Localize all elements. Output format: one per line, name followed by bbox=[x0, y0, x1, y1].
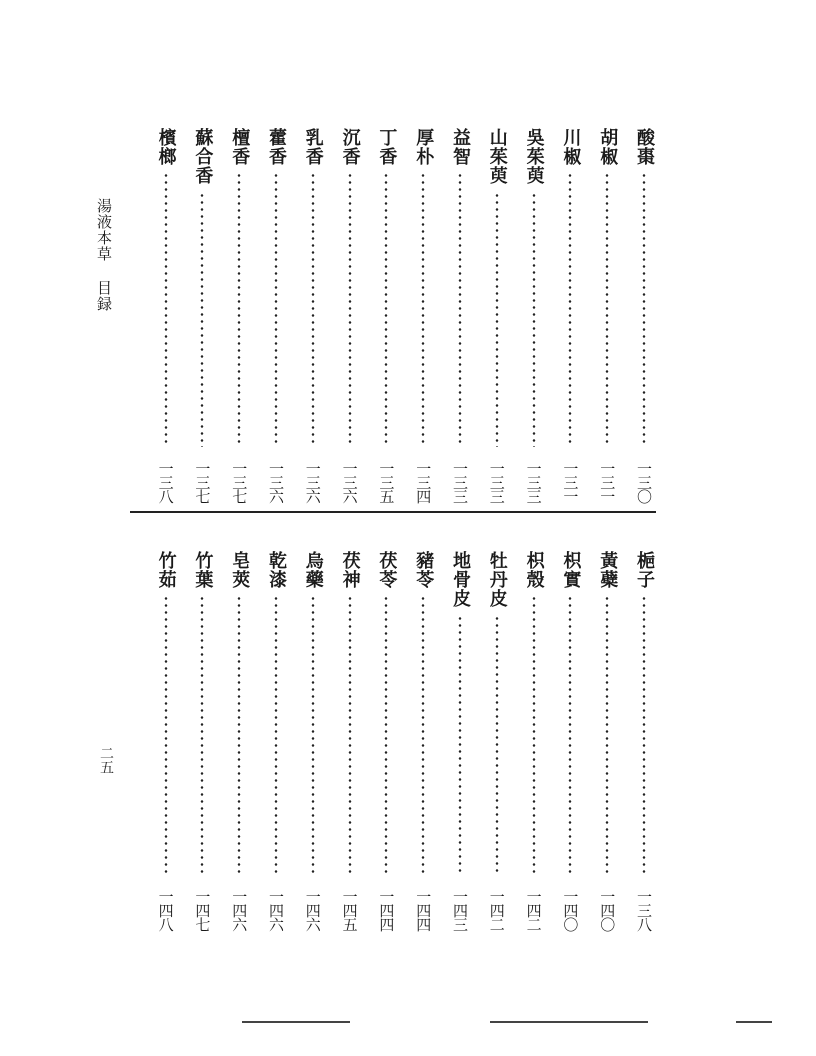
dot-leader bbox=[532, 192, 536, 447]
dot-leader bbox=[642, 595, 646, 875]
running-header-section: 目録 bbox=[95, 280, 113, 312]
toc-entry bbox=[266, 128, 286, 503]
toc-entry-name: 牡丹皮 bbox=[486, 551, 508, 608]
toc-entry bbox=[560, 128, 580, 503]
toc-entry bbox=[413, 551, 433, 931]
toc-entry-page: 一四六 bbox=[303, 889, 322, 931]
dot-leader bbox=[237, 595, 241, 875]
page-number: 二五 bbox=[98, 746, 114, 774]
toc-entry-page: 一三〇 bbox=[635, 461, 653, 503]
toc-entry-name: 地骨皮 bbox=[450, 551, 471, 608]
toc-entry bbox=[376, 128, 396, 503]
toc-entry-page: 一三七 bbox=[193, 461, 212, 503]
toc-entry bbox=[450, 551, 470, 931]
toc-entry-page: 一三八 bbox=[635, 889, 653, 931]
dot-leader bbox=[384, 595, 388, 875]
toc-entry bbox=[524, 551, 544, 931]
toc-entry bbox=[413, 128, 433, 503]
toc-entry-name: 乳香 bbox=[302, 128, 324, 166]
toc-entry-name: 檀香 bbox=[229, 128, 251, 166]
toc-entry bbox=[192, 128, 212, 503]
dot-leader bbox=[495, 615, 499, 875]
toc-entry-page: 一三七 bbox=[230, 461, 249, 503]
toc-entry-page: 一三三 bbox=[487, 461, 506, 503]
toc-entry-name: 檳榔 bbox=[155, 128, 177, 166]
contents-block-top bbox=[130, 128, 656, 503]
toc-entry-name: 吳茱萸 bbox=[523, 128, 545, 185]
dot-leader bbox=[274, 595, 278, 875]
toc-entry-page: 一四二 bbox=[487, 889, 506, 931]
toc-entry-name: 酸棗 bbox=[634, 128, 655, 166]
toc-entry bbox=[192, 551, 212, 931]
toc-entry-name: 豬苓 bbox=[413, 551, 435, 589]
toc-entry bbox=[524, 128, 544, 503]
toc-entry bbox=[156, 551, 176, 931]
toc-entry-name: 枳實 bbox=[560, 551, 582, 589]
dot-leader bbox=[605, 172, 609, 447]
dot-leader bbox=[164, 595, 168, 875]
dot-leader bbox=[642, 172, 646, 447]
dot-leader bbox=[384, 172, 388, 447]
toc-entry bbox=[229, 128, 249, 503]
toc-entry bbox=[597, 551, 617, 931]
toc-entry-page: 一三三 bbox=[524, 461, 543, 503]
dot-leader bbox=[348, 595, 352, 875]
toc-entry-page: 一四〇 bbox=[561, 889, 580, 931]
dot-leader bbox=[568, 595, 572, 875]
toc-entry bbox=[340, 551, 360, 931]
dot-leader bbox=[568, 172, 572, 447]
toc-entry bbox=[156, 128, 176, 503]
toc-entry-name: 藿香 bbox=[266, 128, 287, 166]
toc-entry-page: 一四六 bbox=[267, 889, 285, 931]
contents-block-bottom bbox=[130, 551, 656, 931]
dot-leader bbox=[458, 615, 462, 875]
toc-entry bbox=[303, 551, 323, 931]
dot-leader bbox=[421, 172, 425, 447]
toc-entry-name: 枳殼 bbox=[523, 551, 545, 589]
toc-entry bbox=[340, 128, 360, 503]
toc-entry-page: 一四七 bbox=[193, 889, 212, 931]
toc-entry bbox=[229, 551, 249, 931]
dot-leader bbox=[458, 172, 462, 447]
toc-entry-page: 一三五 bbox=[377, 461, 396, 503]
toc-entry-page: 一四四 bbox=[377, 889, 396, 931]
toc-entry-name: 胡椒 bbox=[597, 128, 619, 166]
dot-leader bbox=[421, 595, 425, 875]
dot-leader bbox=[495, 192, 499, 447]
dot-leader bbox=[164, 172, 168, 447]
toc-entry-page: 一三四 bbox=[414, 461, 433, 503]
toc-entry-name: 丁香 bbox=[376, 128, 398, 166]
toc-entry-name: 川椒 bbox=[560, 128, 582, 166]
toc-entry-name: 厚朴 bbox=[413, 128, 435, 166]
toc-entry-page: 一四〇 bbox=[598, 889, 617, 931]
toc-entry-page: 一三三 bbox=[451, 461, 469, 503]
toc-entry bbox=[597, 128, 617, 503]
toc-entry-name: 茯苓 bbox=[376, 551, 398, 589]
toc-entry bbox=[450, 128, 470, 503]
toc-entry-page: 一四二 bbox=[524, 889, 543, 931]
dot-leader bbox=[200, 595, 204, 875]
dot-leader bbox=[237, 172, 241, 447]
dot-leader bbox=[311, 172, 315, 447]
toc-entry-page: 一三一 bbox=[561, 461, 580, 503]
toc-entry-name: 山茱萸 bbox=[486, 128, 508, 185]
toc-entry bbox=[487, 551, 507, 931]
toc-entry-name: 乾漆 bbox=[266, 551, 287, 589]
toc-entry-page: 一四六 bbox=[230, 889, 249, 931]
dot-leader bbox=[532, 595, 536, 875]
dot-leader bbox=[348, 172, 352, 447]
toc-entry-page: 一三六 bbox=[267, 461, 285, 503]
toc-entry-name: 茯神 bbox=[339, 551, 361, 589]
toc-entry-name: 烏藥 bbox=[302, 551, 324, 589]
toc-entry-page: 一四三 bbox=[451, 889, 469, 931]
running-header-title: 湯液本草 bbox=[95, 198, 113, 262]
toc-entry bbox=[634, 551, 654, 931]
toc-entry-name: 竹茹 bbox=[155, 551, 177, 589]
toc-entry-name: 梔子 bbox=[634, 551, 655, 589]
toc-entry-name: 黃蘗 bbox=[597, 551, 619, 589]
footer-rule bbox=[736, 1021, 772, 1023]
toc-entry bbox=[487, 128, 507, 503]
dot-leader bbox=[200, 192, 204, 447]
toc-entry-page: 一四五 bbox=[340, 889, 359, 931]
toc-entry-name: 蘇合香 bbox=[192, 128, 214, 185]
footer-rule bbox=[490, 1021, 648, 1023]
dot-leader bbox=[311, 595, 315, 875]
toc-entry bbox=[376, 551, 396, 931]
toc-entry bbox=[303, 128, 323, 503]
dot-leader bbox=[274, 172, 278, 447]
dot-leader bbox=[605, 595, 609, 875]
toc-entry-name: 竹葉 bbox=[192, 551, 214, 589]
toc-entry bbox=[634, 128, 654, 503]
footer-rule bbox=[242, 1021, 350, 1023]
toc-entry-name: 益智 bbox=[450, 128, 471, 166]
toc-entry-page: 一四四 bbox=[414, 889, 433, 931]
toc-entry-name: 沉香 bbox=[339, 128, 361, 166]
toc-entry-page: 一三一 bbox=[598, 461, 617, 503]
toc-entry bbox=[266, 551, 286, 931]
toc-entry-page: 一三八 bbox=[156, 461, 175, 503]
toc-entry bbox=[560, 551, 580, 931]
section-divider bbox=[130, 511, 656, 513]
toc-entry-name: 皂莢 bbox=[229, 551, 251, 589]
toc-entry-page: 一四八 bbox=[156, 889, 175, 931]
running-header bbox=[96, 198, 112, 312]
toc-entry-page: 一三六 bbox=[303, 461, 322, 503]
toc-entry-page: 一三六 bbox=[340, 461, 359, 503]
